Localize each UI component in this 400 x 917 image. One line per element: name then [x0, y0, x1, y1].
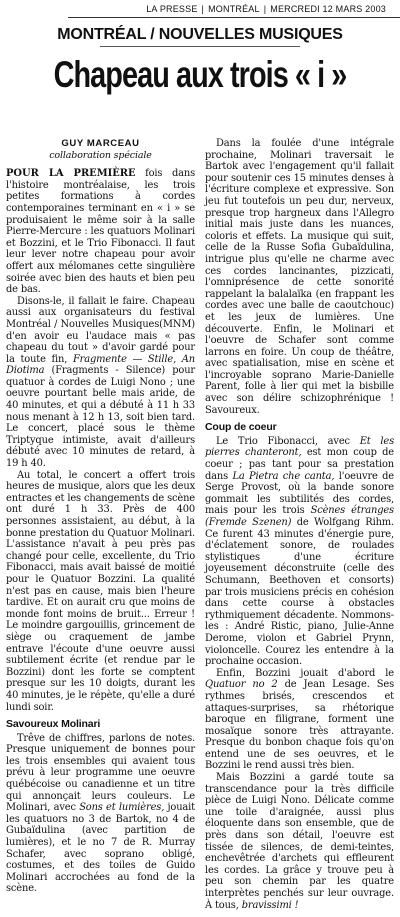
work-title: Quatuor no 2: [205, 679, 278, 691]
paragraph: [6, 296, 195, 470]
byline: [6, 138, 195, 161]
work-title: Fragmente — Stille, An Diotima: [6, 353, 195, 377]
article-column-left: [6, 138, 195, 895]
article-headline: Chapeau aux trois « i »: [53, 54, 347, 95]
byline-author: GUY MARCEAU: [61, 138, 140, 149]
masthead-section: MONTRÉAL: [208, 4, 260, 14]
lead-in: POUR LA PREMIÈRE: [6, 168, 136, 180]
work-title: Sons et lumières,: [79, 802, 165, 814]
paragraph-text: (Fragments - Silence) pour quatuor à cordes de Luigi Nono ; une oeuvre pourtant belle mais aride, de 40 minutes, et qui a débuté à 11 h 33 nous menant à 12 h 13, soit bien tard. Le concert, placé sous le thème Triptyque intimiste, avait d'ailleurs débuté avec 10 minutes de retard, à 19 h 40.: [6, 365, 195, 470]
paragraph: [205, 138, 394, 416]
paragraph: [205, 772, 394, 911]
paragraph-text: Disons-le, il fallait le faire. Chapeau aussi aux organisateurs du festival Montréal / Nouvelles Musiques(MNM) d'en avoir eu l'audace mais « pas chapeau du tout » d'avoir gardé pour la toute fin,: [6, 295, 195, 365]
subheading: Coup de coeur: [205, 421, 277, 434]
paragraph-text: est mon coup de coeur ; pas tant pour sa prestation dans: [205, 447, 394, 482]
masthead-rule: [68, 17, 400, 18]
paragraph-text: de Wolfgang Rihm. Ce furent 43 minutes d'énergie pure, d'éclatement sonore, de roulades stylistiques d'une écriture joyeusement déconstruite (celle des Schumann, Beethoven et consorts) par trois musiciens précis en cohésion dans cette course à obstacles rythmiquement décadente. Nommons-les : André Ristic, piano, Julie-Anne Derome, violon et Gabriel Prynn, violoncelle. Courez les entendre à la prochaine occasion.: [205, 517, 394, 668]
paragraph-text: Savoureux.: [205, 404, 260, 416]
masthead-date: MERCREDI 12 MARS 2003: [270, 4, 386, 14]
article-column-right: [205, 138, 394, 911]
paragraph: [205, 436, 394, 668]
paragraph-text: Le Trio Fibonacci, avec: [216, 435, 350, 447]
byline-role: collaboration spéciale: [49, 149, 152, 161]
paragraph-text: Dans la foulée d'une intégrale prochaine, Molinari traversait le Bartok avec l'engagement qu'il fallait pour soutenir ces 15 minutes denses à l'écriture complexe et expressive. Son jeu fut toutefois un peu dur, nerveux, presque trop hargneux dans l'Allegro initial mais juste dans les nuances, coloris et effets. La musique qui suit, celle de la Russe Sofia Gubaïdulina, intrigue plus qu'elle ne charme avec ces cordes lancinantes, pizzicati, l'omniprésence de cette sonorité rappelant la balalaïka (en frappant les cordes avec une balle de caoutchouc) et les jeux de lumières. Une découverte. Enfin, le Molinari et l'oeuvre de Schafer sont comme larrons en foire. Un coup de théâtre, avec spatialisation, mise en scène et l'incroyable soprano Marie-Danielle Parent, folle à lier qui met la bisbille avec son délire schizophrénique !: [205, 138, 394, 405]
paragraph-text: l'oeuvre de Serge Provost, où la bande sonore gommait les subtilités des cordes, mais pour les trois: [205, 470, 394, 517]
paragraph-text: fois dans l'histoire montréalaise, les trois petites formations à cordes contemporaines terminant en « i » se produisaient le même soir à la salle Pierre-Mercure : les quatuors Molinari et Bozzini, et le Trio Fibonacci. Il faut leur lever notre chapeau pour avoir offert aux mélomanes cette singulière soirée avec bien des hauts et bien peu de bas.: [6, 168, 195, 296]
paragraph: [6, 470, 195, 713]
section-kicker: MONTRÉAL / NOUVELLES MUSIQUES: [57, 26, 343, 43]
work-title: Scènes étranges (Fremde Szenen): [205, 505, 394, 528]
paragraph: [205, 668, 394, 772]
masthead-paper: LA PRESSE: [146, 4, 198, 14]
paragraph: [6, 168, 195, 296]
paragraph-text: Au total, le concert a offert trois heures de musique, alors que les deux entractes et les changements de scène ont duré 1 h 33. Près de 400 personnes assistaient, au début, à la bonne prestation du Quatuor Molinari. L'assistance n'avait à peu près pas changé pour celle, excellente, du Trio Fibonacci, mais avait baissé de moitié pour le Quatuor Bozzini. La qualité n'est pas en cause, mais bien l'heure tardive. Et on aurait cru que moins de monde font moins de bruit... Erreur ! Le moindre gargouillis, grincement de siège ou craquement de jambe entrave l'écoute d'une oeuvre aussi subtilement écrite (et rendue par le Bozzini) dont les forte se comptent presque sur les 10 doigts, durant les 40 minutes, je le répète, qu'elle a duré lundi soir.: [6, 469, 195, 713]
work-title: La Pietra che canta,: [232, 470, 335, 482]
paragraph: [6, 733, 195, 895]
paragraph-text: jouait les quatuors no 3 de Bartok, no 4 de Gubaïdulina (avec partition de lumières), et le no 7 de R. Murray Schafer, avec soprano obligé, costumes, et des toiles de Guido Molinari accrochées au fond de la scène.: [6, 802, 195, 895]
subheading: Savoureux Molinari: [6, 718, 101, 731]
paragraph-text: Trêve de chiffres, parlons de notes. Presque uniquement de bonnes pour les trois ensembles qui avaient tous prévu à leur programme une oeuvre québécoise ou canadienne et un titre qui annonçait leurs couleurs. Le Molinari, avec: [6, 732, 195, 814]
paragraph-text: bravissimi !: [241, 899, 299, 911]
paragraph-text: Enfin, Bozzini jouait d'abord le: [216, 667, 394, 679]
paragraph-text: Mais Bozzini a gardé toute sa transcendance pour la très difficile pièce de Luigi Nono. Délicate comme une toile d'araignée, aussi plus éloquente dans son ensemble, que de près dans son détail, l'oeuvre est tissée de silences, de demi-teintes, enchevêtrée d'archets qui effleurent les cordes. La grâce y trouve peu à peu son chemin par les quatre interprètes penchés sur leur ouvrage. À tous,: [205, 772, 394, 911]
paragraph-text: de Jean Lesage. Ses rythmes brisés, crescendos et attaques-surprises, sa rhétorique baroque en filigrane, forment une mosaïque sonore très attrayante. Presque du bonbon chaque fois qu'on entend une de ses oeuvres, et le Bozzini le rend aussi très bien.: [205, 679, 394, 772]
work-title: Et les pierres chanteront,: [205, 435, 394, 459]
kicker-rule: [100, 46, 300, 47]
masthead: LA PRESSE | MONTRÉAL | MERCREDI 12 MARS 2003: [142, 4, 390, 14]
